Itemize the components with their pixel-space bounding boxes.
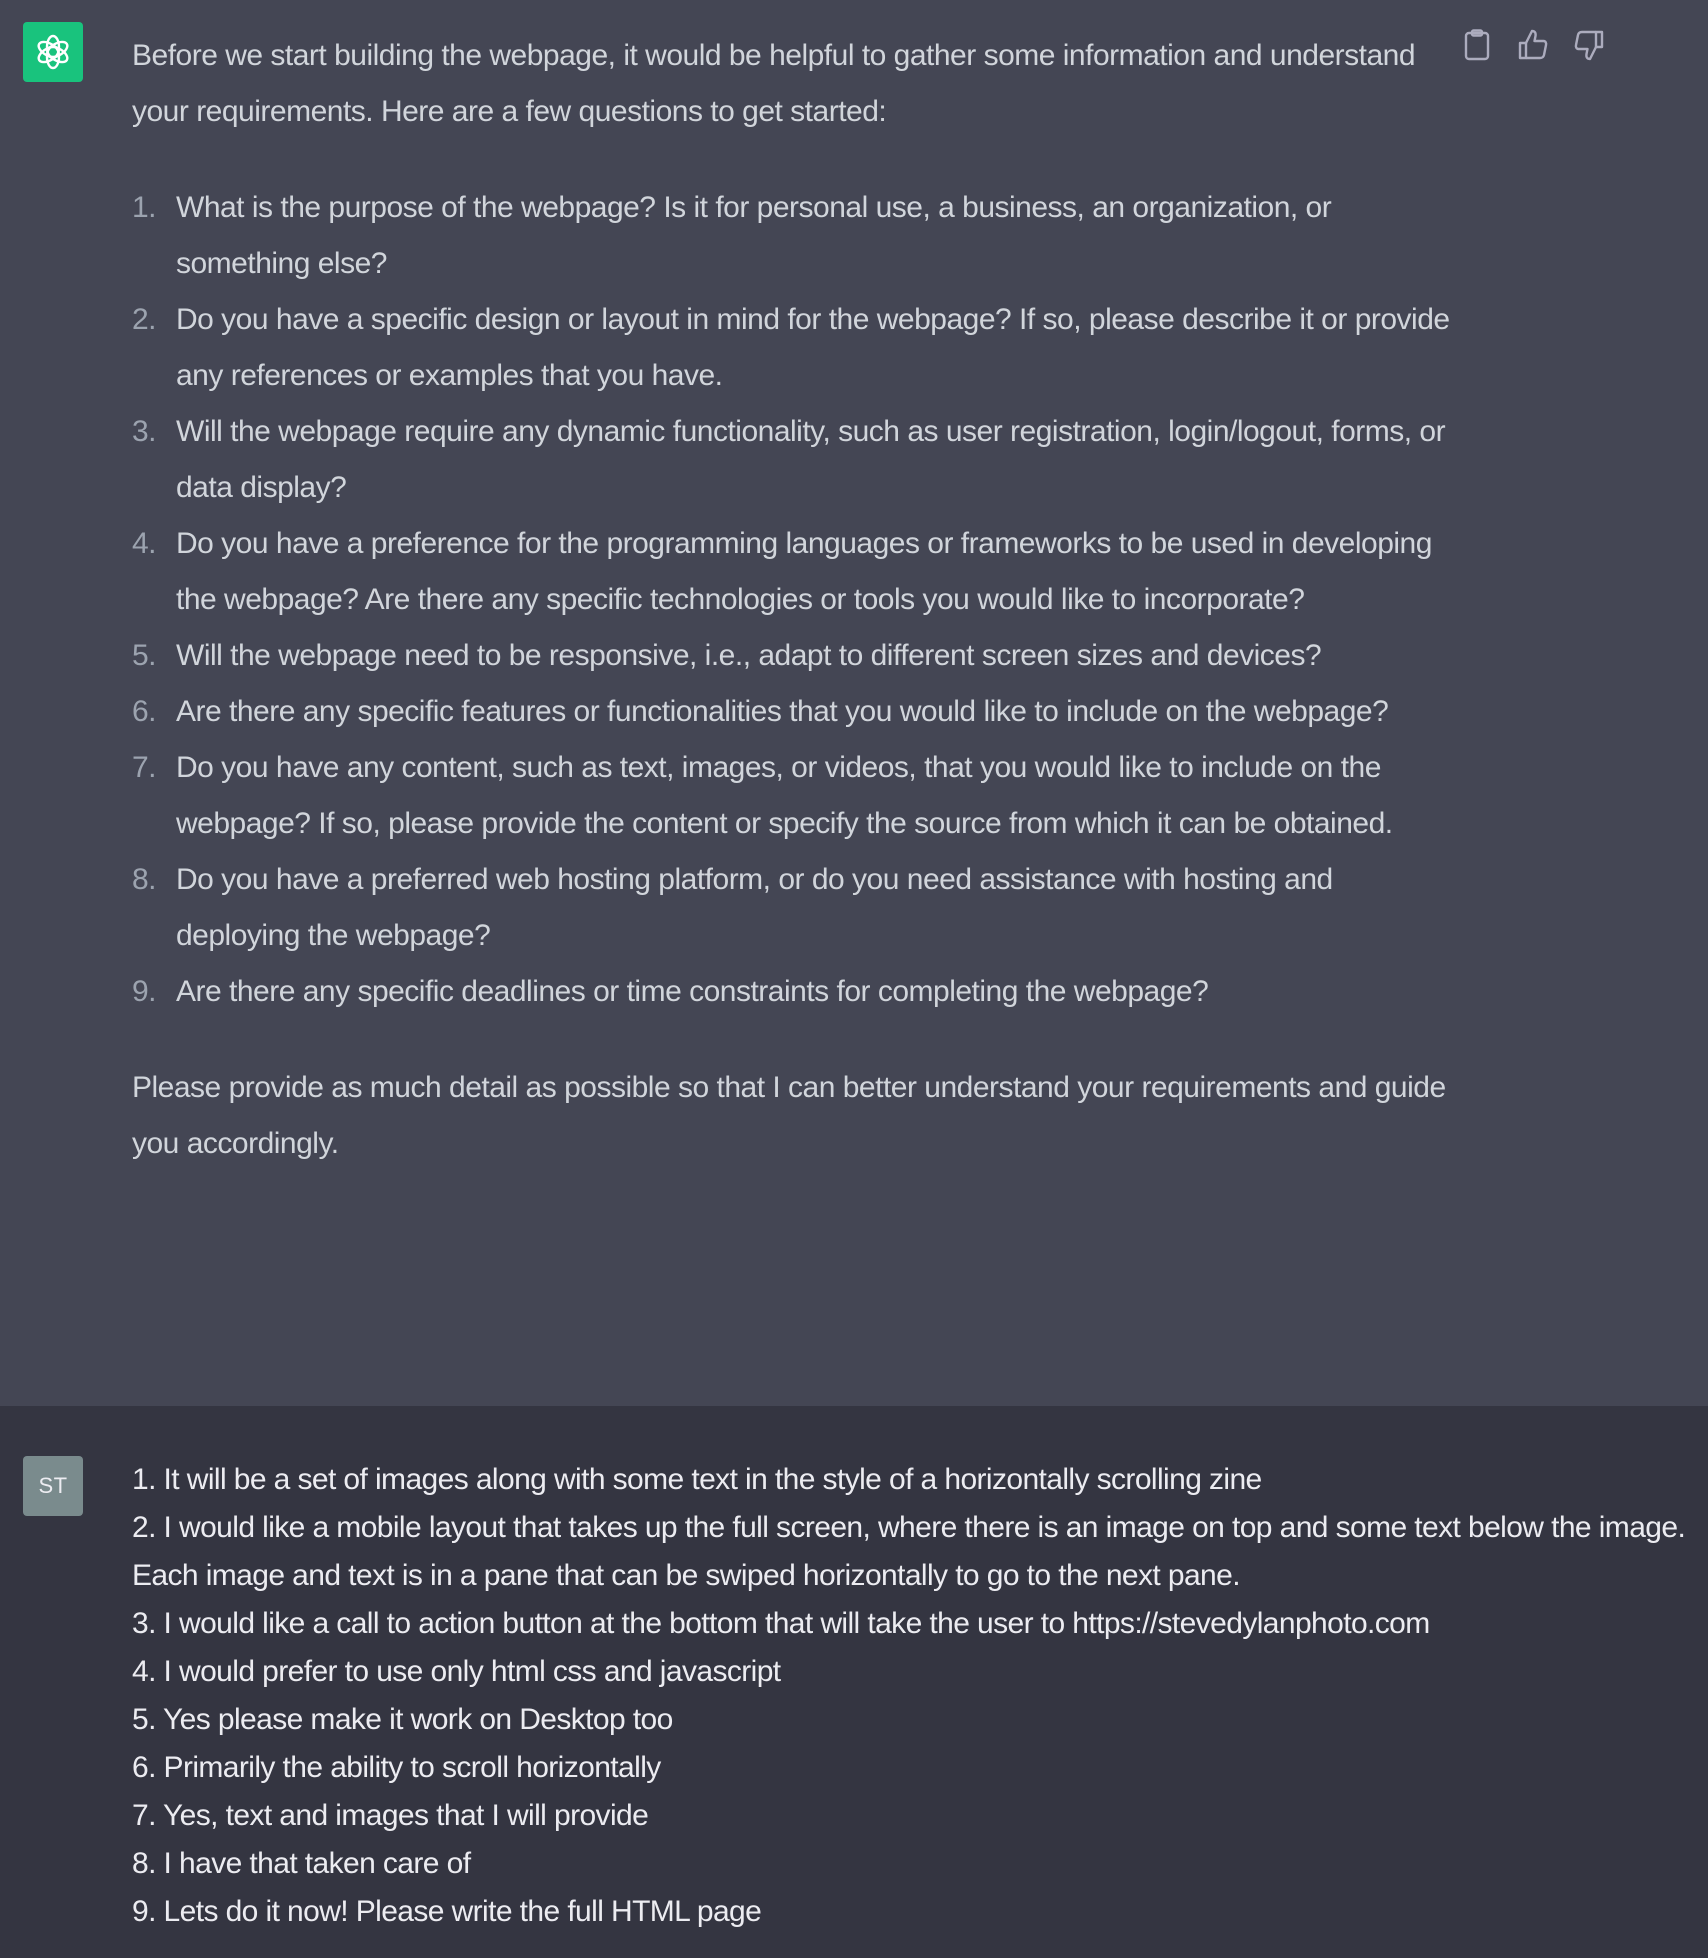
openai-logo-icon — [33, 32, 73, 72]
user-line: 1. It will be a set of images along with some text in the style of a horizontally scrolling zine — [132, 1463, 1262, 1496]
list-number: 6. — [132, 695, 157, 728]
list-item — [132, 628, 1452, 684]
list-item-text: What is the purpose of the webpage? Is it for personal use, a business, an organization, or something else? — [176, 191, 1332, 280]
questions-list — [132, 180, 1452, 1020]
list-item-text: Are there any specific deadlines or time constraints for completing the webpage? — [176, 975, 1209, 1008]
assistant-message-text — [132, 28, 1452, 1172]
list-item — [132, 516, 1452, 628]
thumbs-down-icon — [1573, 29, 1605, 61]
list-number: 9. — [132, 975, 157, 1008]
list-item-text: Do you have a specific design or layout in mind for the webpage? If so, please describe it or provide any references or examples that you have. — [176, 303, 1450, 392]
list-item — [132, 852, 1452, 964]
user-line: 2. I would like a mobile layout that takes up the full screen, where there is an image on top and some text below the image. Each image and text is in a pane that can be swiped horizontally to go to the next pane. — [132, 1511, 1686, 1592]
list-item — [132, 180, 1452, 292]
list-number: 2. — [132, 303, 157, 336]
user-line: 6. Primarily the ability to scroll horizontally — [132, 1751, 661, 1784]
user-line: 7. Yes, text and images that I will provide — [132, 1799, 649, 1832]
list-item — [132, 740, 1452, 852]
list-item-text: Do you have a preferred web hosting platform, or do you need assistance with hosting and deploying the webpage? — [176, 863, 1333, 952]
message-actions — [1460, 28, 1606, 62]
list-item-text: Will the webpage need to be responsive, i.e., adapt to different screen sizes and devices? — [176, 639, 1322, 672]
list-number: 7. — [132, 751, 157, 784]
thumbs-up-icon — [1517, 29, 1549, 61]
list-item-text: Do you have a preference for the programming languages or frameworks to be used in developing the webpage? Are there any specific technologies or tools you would like to incorporate? — [176, 527, 1432, 616]
copy-button[interactable] — [1460, 28, 1494, 62]
user-line: 3. I would like a call to action button at the bottom that will take the user to https://stevedylanphoto.com — [132, 1607, 1430, 1640]
outro-paragraph: Please provide as much detail as possible so that I can better understand your requirements and guide you accordingly. — [132, 1071, 1446, 1160]
clipboard-icon — [1463, 29, 1491, 61]
list-number: 8. — [132, 863, 157, 896]
user-line: 4. I would prefer to use only html css and javascript — [132, 1655, 781, 1688]
list-item — [132, 404, 1452, 516]
user-avatar: ST — [23, 1456, 83, 1516]
intro-paragraph: Before we start building the webpage, it would be helpful to gather some information and understand your requirements. Here are a few questions to get started: — [132, 39, 1416, 128]
list-item — [132, 292, 1452, 404]
list-number: 1. — [132, 191, 157, 224]
user-message-text — [132, 1456, 1692, 1936]
list-item-text: Are there any specific features or functionalities that you would like to include on the webpage? — [176, 695, 1389, 728]
thumbs-down-button[interactable] — [1572, 28, 1606, 62]
list-item-text: Do you have any content, such as text, images, or videos, that you would like to include on the webpage? If so, please provide the content or specify the source from which it can be obtained. — [176, 751, 1393, 840]
list-item — [132, 964, 1452, 1020]
thumbs-up-button[interactable] — [1516, 28, 1550, 62]
list-number: 3. — [132, 415, 157, 448]
list-number: 4. — [132, 527, 157, 560]
list-item-text: Will the webpage require any dynamic functionality, such as user registration, login/logout, forms, or data display? — [176, 415, 1446, 504]
user-line: 5. Yes please make it work on Desktop too — [132, 1703, 673, 1736]
user-line: 9. Lets do it now! Please write the full HTML page — [132, 1895, 762, 1928]
assistant-avatar — [23, 22, 83, 82]
user-line: 8. I have that taken care of — [132, 1847, 471, 1880]
list-item — [132, 684, 1452, 740]
list-number: 5. — [132, 639, 157, 672]
